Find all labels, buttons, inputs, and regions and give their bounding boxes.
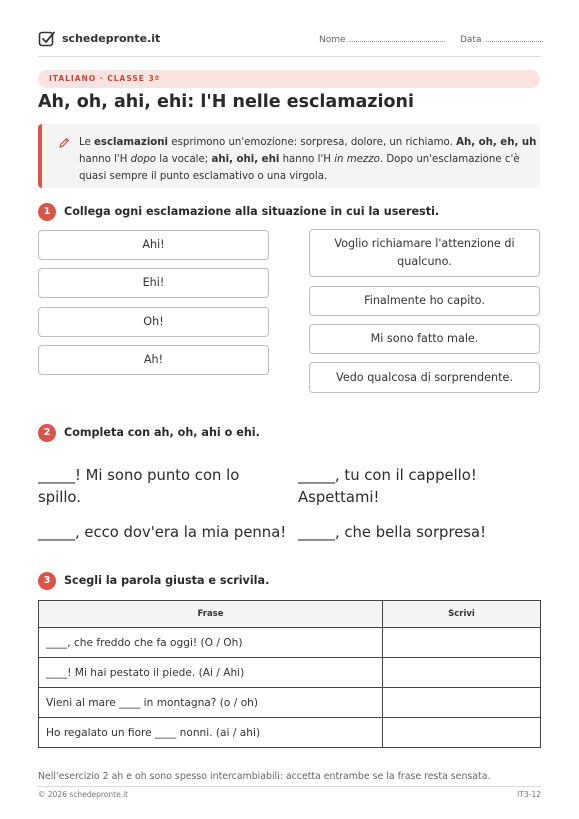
sentence-cell: ____, che freddo che fa oggi! (O / Oh) (39, 628, 383, 658)
intro-text: Le esclamazioni esprimono un'emozione: sorpresa, dolore, un richiamo. Ah, oh, eh, uh hanno l'H dopo la vocale; ahi, ohi, ehi hanno l'H in mezzo. Dopo un'esclamazione c'è quasi sempre il punto esclamativo o una virgola. (79, 137, 537, 182)
checkbox-edit-icon (38, 30, 56, 48)
situation-box[interactable]: Voglio richiamare l'attenzione di qualcuno. (309, 229, 540, 277)
exclamation-box[interactable]: Ehi! (38, 268, 269, 298)
date-label: Data (460, 35, 482, 45)
page-title: Ah, oh, ahi, ehi: l'H nelle esclamazioni (38, 92, 414, 112)
situation-box[interactable]: Mi sono fatto male. (309, 324, 540, 354)
subject-badge: ITALIANO · CLASSE 3ª (38, 70, 540, 88)
fill-sentence[interactable]: _____, che bella sorpresa! (298, 524, 487, 541)
page-header (38, 30, 541, 57)
sentence-cell: ____! Mi hai pestato il piede. (Ai / Ahi) (39, 658, 383, 688)
answer-cell[interactable] (383, 628, 541, 658)
table-row (39, 688, 541, 718)
column-header: Frase (39, 601, 383, 628)
fill-sentence[interactable]: _____! Mi sono punto con lo spillo. (38, 467, 240, 506)
footer-code: IT3-12 (517, 790, 541, 799)
choice-table (38, 600, 541, 748)
name-field[interactable] (319, 34, 445, 45)
footer-copyright: © 2026 schedepronte.it (38, 790, 129, 799)
answer-cell[interactable] (383, 688, 541, 718)
table-row (39, 628, 541, 658)
footer-divider (38, 786, 541, 787)
sentence-cell: Vieni al mare ____ in montagna? (o / oh) (39, 688, 383, 718)
fill-sentence[interactable]: _____, tu con il cappello! Aspettami! (298, 467, 477, 506)
answer-cell[interactable] (383, 718, 541, 748)
name-label: Nome (319, 35, 346, 45)
exercise-title: Completa con ah, oh, ahi o ehi. (64, 426, 260, 439)
answer-cell[interactable] (383, 658, 541, 688)
exclamation-box[interactable]: Ahi! (38, 230, 269, 260)
intro-box (38, 124, 540, 188)
column-header: Scrivi (383, 601, 541, 628)
date-field[interactable] (460, 34, 543, 45)
exercise-number: 2 (38, 424, 56, 442)
situation-box[interactable]: Finalmente ho capito. (309, 286, 540, 316)
exclamation-box[interactable]: Oh! (38, 307, 269, 337)
table-header-row (39, 601, 541, 628)
exercise-number: 1 (38, 203, 56, 221)
situation-box[interactable]: Vedo qualcosa di sorprendente. (309, 362, 540, 393)
pencil-icon (58, 137, 70, 149)
exclamation-box[interactable]: Ah! (38, 345, 269, 375)
sentence-cell: Ho regalato un fiore ____ nonni. (ai / ahi) (39, 718, 383, 748)
exercise-title: Collega ogni esclamazione alla situazione in cui la useresti. (64, 205, 440, 218)
fill-sentence[interactable]: _____, ecco dov'era la mia penna! (38, 524, 287, 541)
table-row (39, 658, 541, 688)
exercise-title: Scegli la parola giusta e scrivila. (64, 574, 270, 587)
table-row (39, 718, 541, 748)
teacher-note: Nell'esercizio 2 ah e oh sono spesso intercambiabili: accetta entrambe se la frase resta sensata. (38, 771, 491, 782)
exercise-number: 3 (38, 572, 56, 590)
site-name: schedepronte.it (62, 32, 161, 45)
